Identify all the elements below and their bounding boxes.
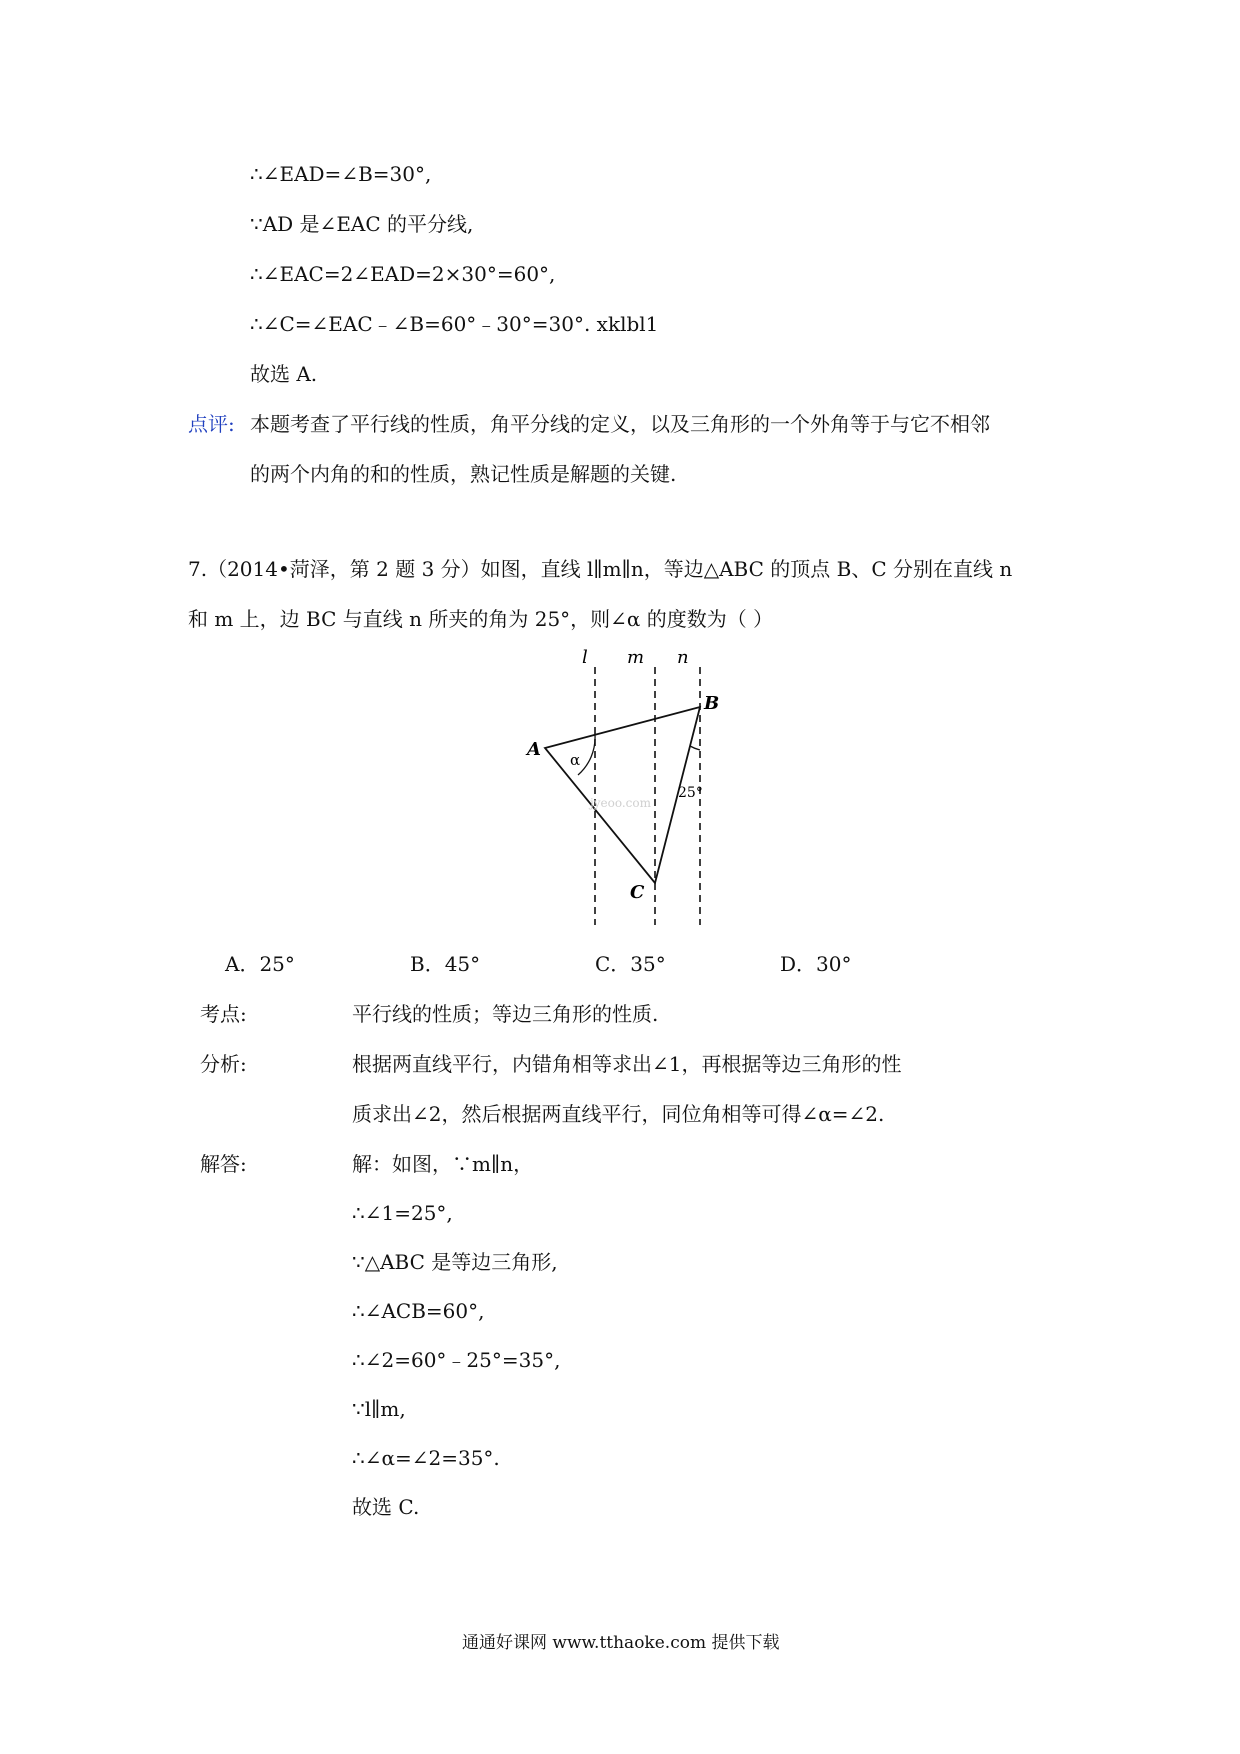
jieda-line-4: ∴∠ACB=60°,	[352, 1299, 485, 1323]
jieda-line-8: 故选 C.	[352, 1495, 420, 1519]
vertex-c-label: C	[630, 882, 645, 903]
jieda-label: 解答:	[200, 1152, 247, 1176]
question-line-1: 7.（2014•菏泽，第 2 题 3 分）如图，直线 l∥m∥n，等边△ABC 的顶点 B、C 分别在直线 n	[188, 557, 1013, 581]
kaodian-label: 考点:	[200, 1002, 247, 1026]
review-line-2: 的两个内角的和的性质，熟记性质是解题的关键.	[250, 462, 677, 486]
angle-25-arc	[690, 746, 700, 750]
vertex-a-label: A	[527, 739, 541, 760]
question-line-2: 和 m 上，边 BC 与直线 n 所夹的角为 25°，则∠α 的度数为（ ）	[188, 607, 774, 631]
line-l-label: l	[582, 647, 588, 668]
jieda-line-5: ∴∠2=60°﹣25°=35°,	[352, 1348, 561, 1372]
option-b: B．45°	[410, 952, 481, 976]
solution-line-2: ∵AD 是∠EAC 的平分线,	[250, 212, 474, 236]
review-label: 点评:	[188, 412, 235, 436]
angle-25-label: 25°	[678, 785, 703, 801]
triangle-abc	[545, 707, 700, 883]
fenxi-label: 分析:	[200, 1052, 247, 1076]
line-m-label: m	[627, 647, 645, 668]
review-line-1: 本题考查了平行线的性质，角平分线的定义，以及三角形的一个外角等于与它不相邻	[250, 412, 990, 436]
alpha-label: α	[570, 751, 581, 769]
fenxi-line-2: 质求出∠2，然后根据两直线平行，同位角相等可得∠α=∠2.	[352, 1102, 885, 1126]
option-d: D．30°	[780, 952, 852, 976]
option-c: C．35°	[595, 952, 666, 976]
line-n-label: n	[677, 647, 689, 668]
watermark: jyeoo.com	[590, 796, 651, 810]
triangle-figure	[520, 645, 730, 930]
jieda-line-3: ∵△ABC 是等边三角形,	[352, 1250, 558, 1274]
fenxi-line-1: 根据两直线平行，内错角相等求出∠1，再根据等边三角形的性	[352, 1052, 902, 1076]
alpha-arc	[578, 735, 595, 775]
page-footer: 通通好课网 www.tthaoke.com 提供下载	[462, 1633, 780, 1653]
solution-line-3: ∴∠EAC=2∠EAD=2×30°=60°,	[250, 262, 556, 286]
kaodian-text: 平行线的性质；等边三角形的性质.	[352, 1002, 659, 1026]
solution-line-1: ∴∠EAD=∠B=30°,	[250, 162, 432, 186]
jieda-line-6: ∵l∥m,	[352, 1397, 406, 1421]
vertex-b-label: B	[704, 693, 720, 714]
solution-line-4: ∴∠C=∠EAC﹣∠B=60°﹣30°=30°. xklbl1	[250, 312, 659, 336]
option-a: A．25°	[225, 952, 295, 976]
solution-line-5: 故选 A.	[250, 362, 318, 386]
jieda-line-7: ∴∠α=∠2=35°.	[352, 1446, 500, 1470]
jieda-line-2: ∴∠1=25°,	[352, 1201, 453, 1225]
jieda-line-1: 解：如图，∵m∥n，	[352, 1152, 534, 1176]
